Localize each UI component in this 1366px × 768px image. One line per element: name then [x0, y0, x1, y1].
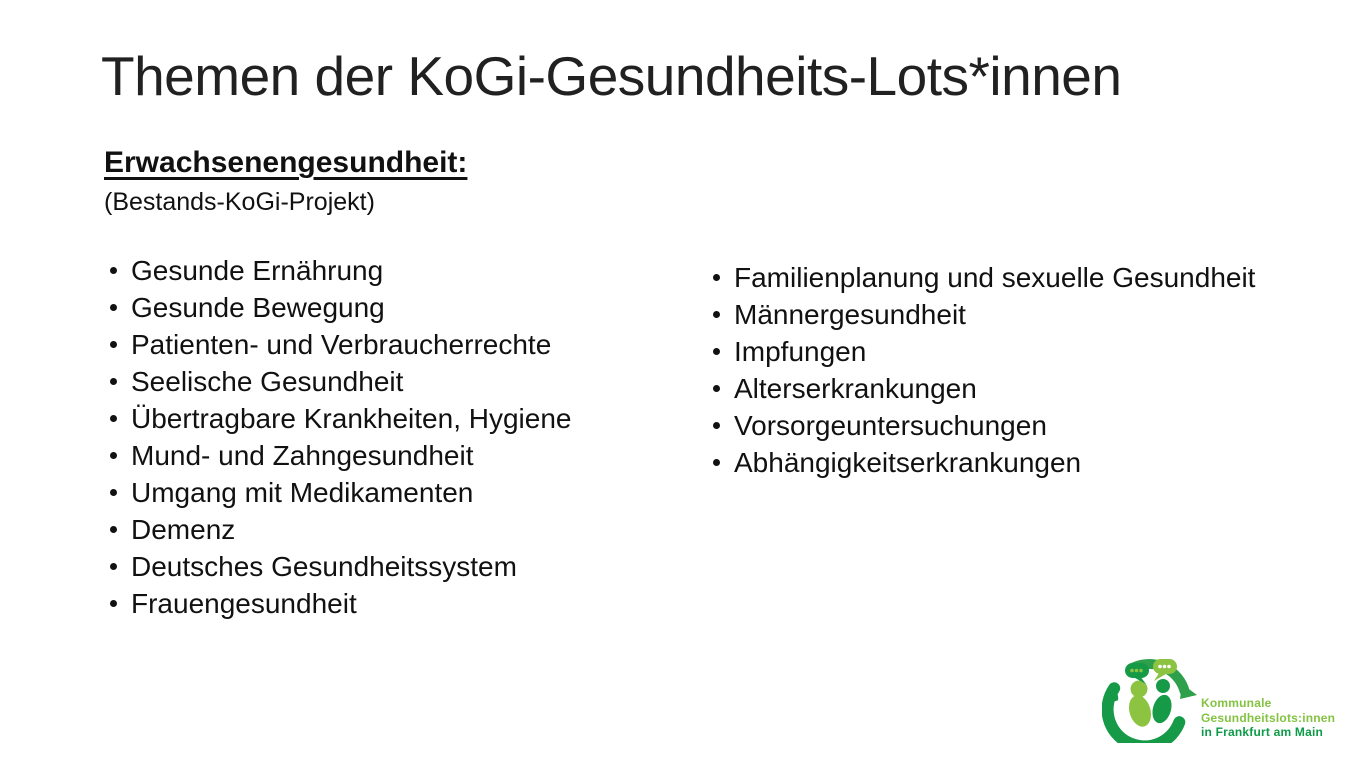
bullet-icon [110, 415, 117, 422]
bullet-icon [110, 600, 117, 607]
bullet-icon [713, 348, 720, 355]
bullet-text: Umgang mit Medikamenten [131, 477, 474, 508]
bullet-icon [713, 311, 720, 318]
bullet-icon [110, 563, 117, 570]
bullet-item [706, 444, 1255, 481]
bullet-icon [110, 267, 117, 274]
bullet-text: Frauengesundheit [131, 588, 357, 619]
logo [1102, 653, 1335, 743]
bullet-item [103, 474, 571, 511]
bullet-icon [713, 459, 720, 466]
logo-text [1201, 696, 1335, 740]
section-subheading: (Bestands-KoGi-Projekt) [104, 188, 375, 216]
bullet-list-left [103, 252, 571, 622]
bullet-list-right [706, 259, 1255, 481]
bullet-text: Patienten- und Verbraucherrechte [131, 329, 552, 360]
bullet-icon [713, 274, 720, 281]
bullet-item [103, 289, 571, 326]
logo-text-line2: Gesundheitslots:innen [1201, 710, 1336, 725]
bullet-icon [110, 341, 117, 348]
section-header [104, 146, 467, 217]
bullet-text: Abhängigkeitserkrankungen [734, 447, 1082, 478]
bullet-text: Seelische Gesundheit [131, 366, 404, 397]
bullet-text: Übertragbare Krankheiten, Hygiene [131, 403, 572, 434]
bullet-item [103, 511, 571, 548]
bullet-icon [110, 489, 117, 496]
bullet-text: Impfungen [734, 336, 867, 367]
bullet-item [103, 363, 571, 400]
bullet-icon [110, 452, 117, 459]
bullet-icon [110, 378, 117, 385]
bullet-item [103, 400, 571, 437]
section-heading: Erwachsenengesundheit: [104, 146, 468, 179]
bullet-item [706, 407, 1255, 444]
bullet-text: Männergesundheit [734, 299, 966, 330]
bullet-item [706, 296, 1255, 333]
bullet-text: Gesunde Bewegung [131, 292, 385, 323]
bullet-icon [110, 526, 117, 533]
bullet-text: Vorsorgeuntersuchungen [734, 410, 1047, 441]
bullet-item [706, 259, 1255, 296]
bullet-icon [713, 422, 720, 429]
logo-text-line3: in Frankfurt am Main [1201, 725, 1324, 739]
bullet-text: Familienplanung und sexuelle Gesundheit [734, 262, 1256, 293]
slide-title: Themen der KoGi-Gesundheits-Lots*innen [101, 45, 1122, 107]
kogi-people-speech-bubbles-logo-icon [1102, 653, 1198, 743]
bullet-icon [713, 385, 720, 392]
bullet-text: Deutsches Gesundheitssystem [131, 551, 517, 582]
bullet-item [103, 252, 571, 289]
bullet-item [103, 548, 571, 585]
bullet-item [706, 333, 1255, 370]
bullet-item [103, 326, 571, 363]
logo-text-line1: Kommunale [1201, 696, 1272, 710]
bullet-item [103, 585, 571, 622]
bullet-icon [110, 304, 117, 311]
bullet-text: Alterserkrankungen [734, 373, 977, 404]
bullet-item [706, 370, 1255, 407]
bullet-item [103, 437, 571, 474]
bullet-text: Gesunde Ernährung [131, 255, 384, 286]
bullet-text: Mund- und Zahngesundheit [131, 440, 474, 471]
bullet-text: Demenz [131, 514, 236, 545]
